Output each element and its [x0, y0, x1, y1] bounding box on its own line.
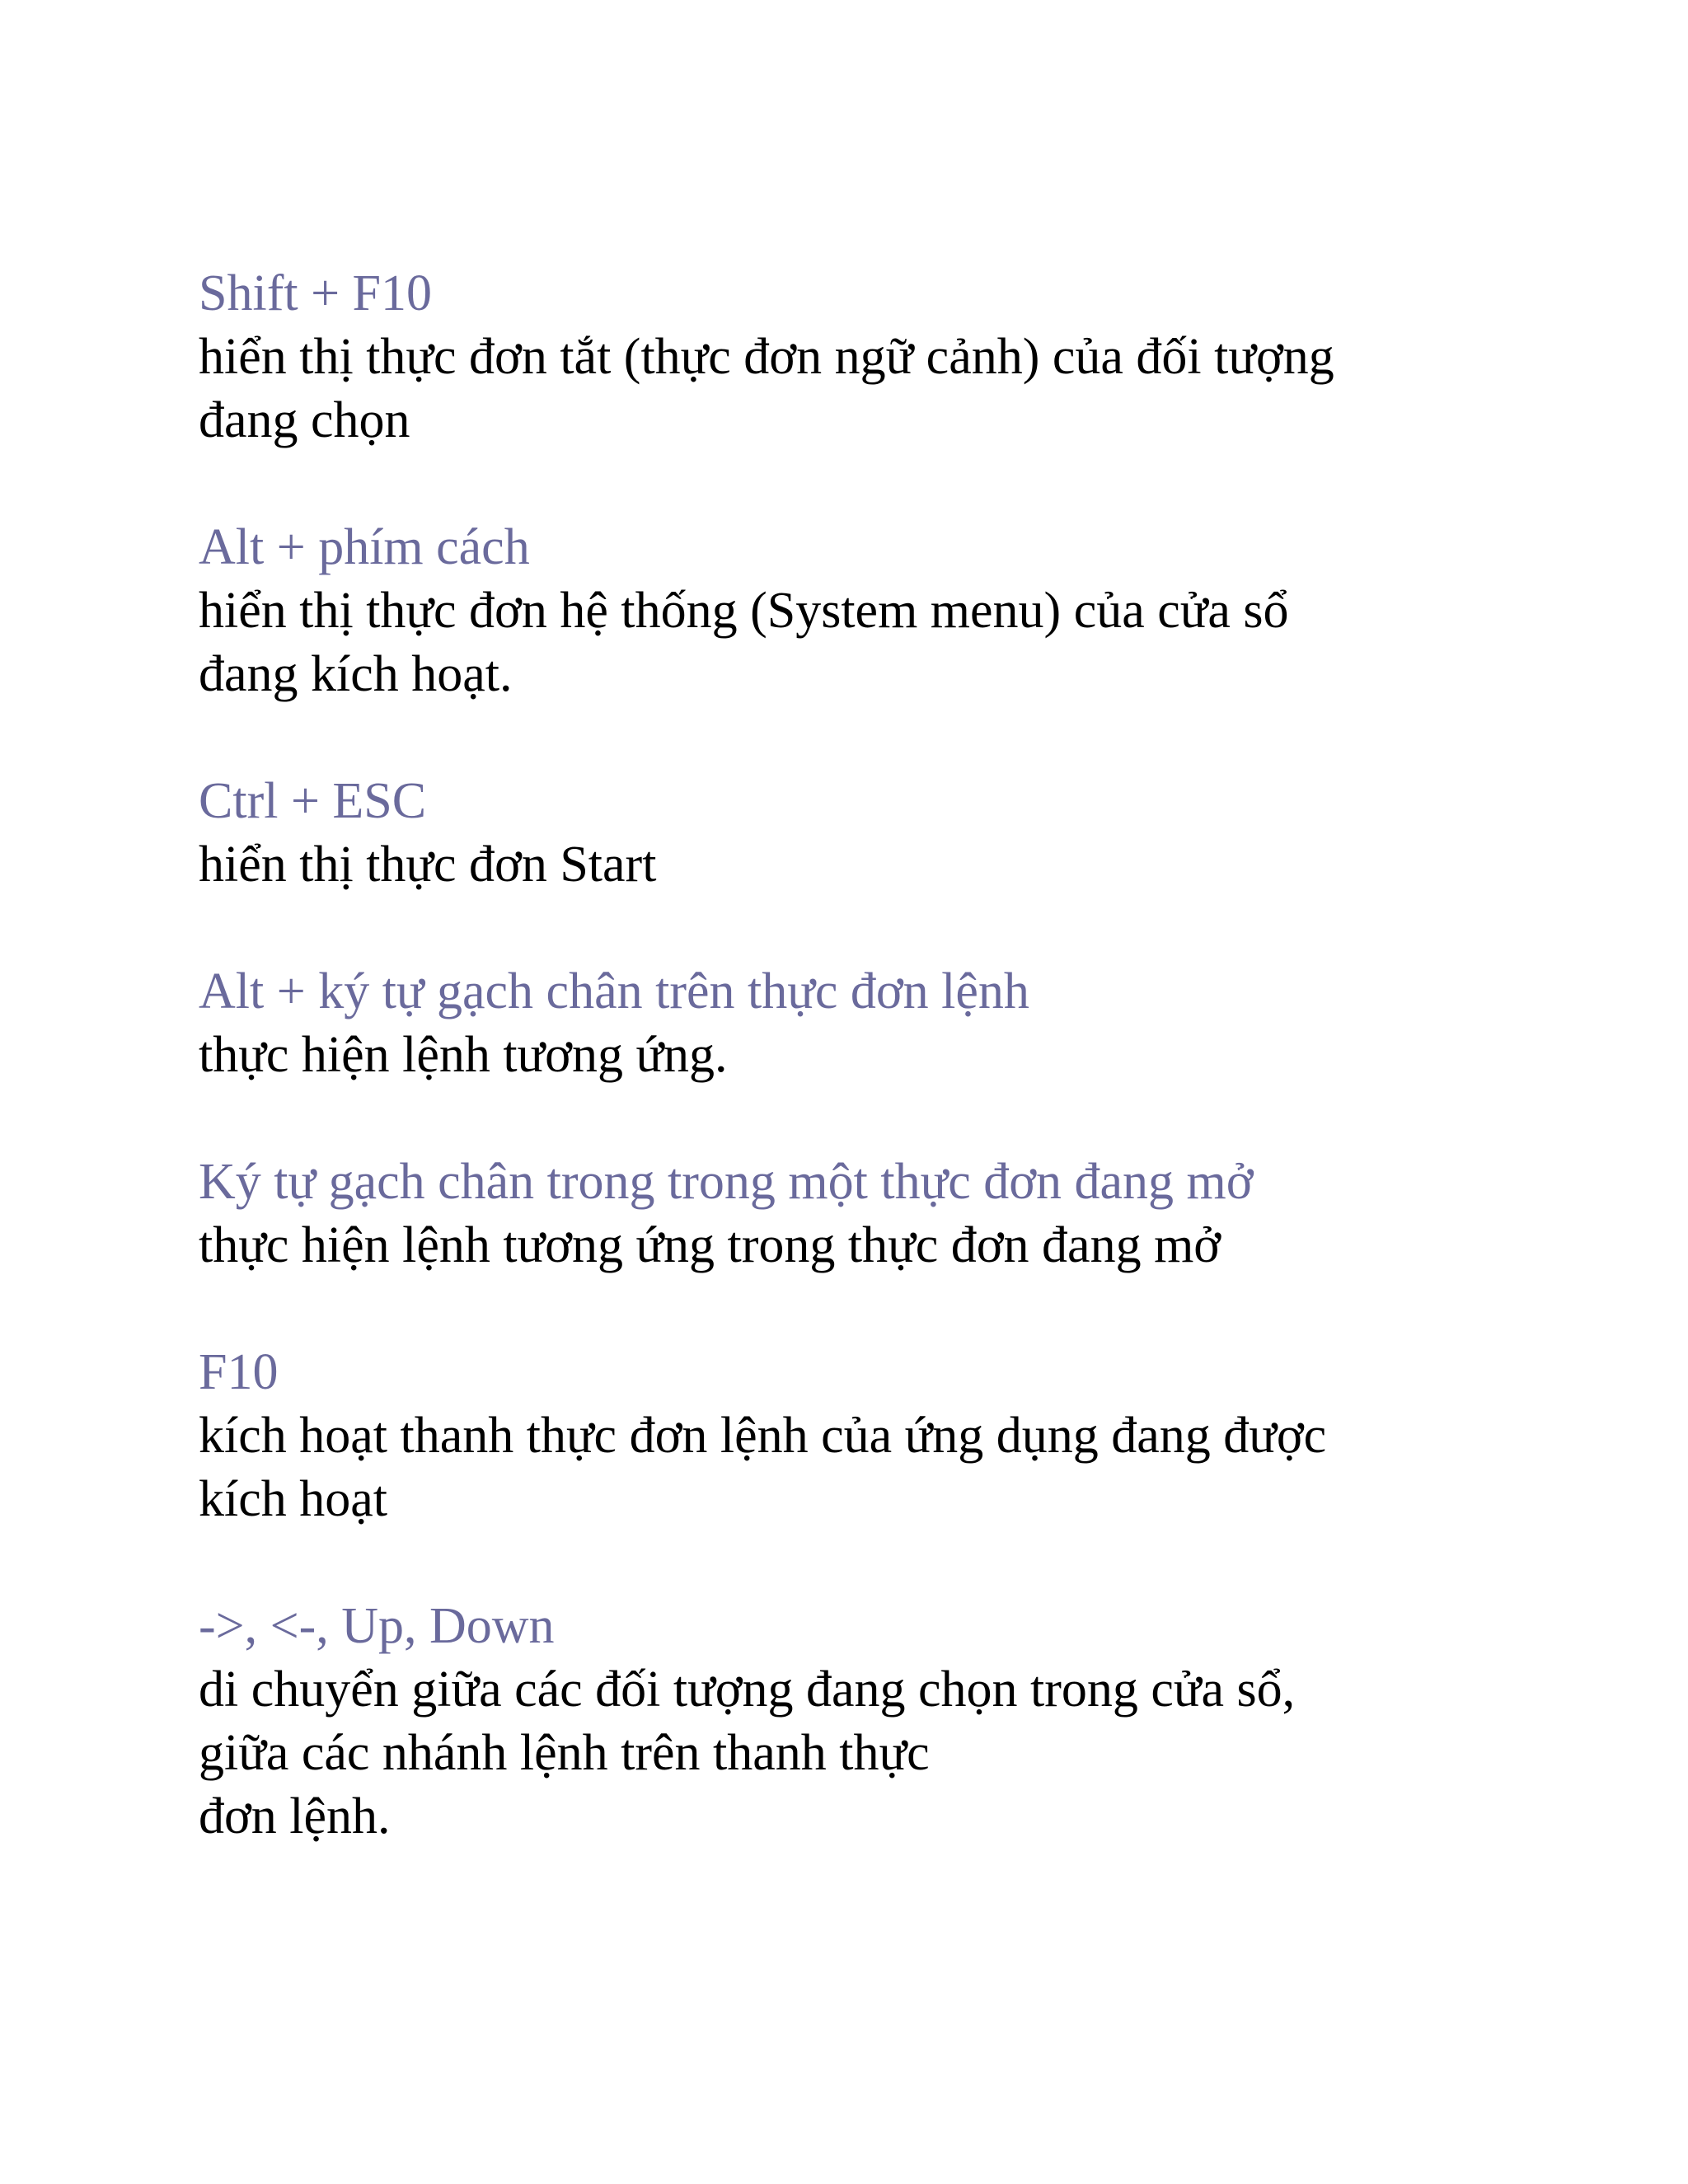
description-line: di chuyển giữa các đối tượng đang chọn trong cửa sổ, [199, 1661, 1296, 1718]
description-line: thực hiện lệnh tương ứng trong thực đơn đang mở [199, 1217, 1221, 1273]
description-line: kích hoạt thanh thực đơn lệnh của ứng dụng đang được [199, 1408, 1327, 1464]
shortcut-description [199, 833, 1550, 897]
shortcut-description [199, 1024, 1550, 1087]
description-line: hiển thị thực đơn tắt (thực đơn ngữ cảnh) của đối tượng [199, 329, 1334, 385]
shortcut-description [199, 1214, 1550, 1277]
shortcut-entry [199, 960, 1550, 1087]
shortcut-description [199, 1658, 1550, 1849]
description-line: đơn lệnh. [199, 1788, 391, 1844]
shortcut-key: Alt + phím cách [199, 519, 530, 575]
shortcut-description [199, 1404, 1550, 1531]
description-line: thực hiện lệnh tương ứng. [199, 1027, 728, 1083]
shortcut-key: Ký tự gạch chân trong trong một thực đơn đang mở [199, 1154, 1254, 1210]
description-line: đang chọn [199, 392, 410, 448]
shortcut-entry [199, 1341, 1550, 1531]
shortcut-entry [199, 1151, 1550, 1277]
shortcut-description [199, 579, 1550, 706]
shortcut-entry [199, 770, 1550, 897]
description-line: kích hoạt [199, 1471, 387, 1527]
shortcut-description [199, 326, 1550, 452]
shortcut-entry [199, 1595, 1550, 1849]
shortcut-key: Shift + F10 [199, 265, 433, 321]
document-page [199, 262, 1550, 1912]
description-line: giữa các nhánh lệnh trên thanh thực [199, 1725, 930, 1781]
description-line: hiển thị thực đơn Start [199, 837, 657, 893]
shortcut-key: ->, <-, Up, Down [199, 1598, 555, 1654]
shortcut-key: Alt + ký tự gạch chân trên thực đơn lệnh [199, 963, 1029, 1019]
shortcut-entry [199, 262, 1550, 452]
description-line: đang kích hoạt. [199, 646, 513, 702]
description-line: hiển thị thực đơn hệ thống (System menu) của cửa sổ [199, 583, 1289, 639]
shortcut-key: F10 [199, 1344, 279, 1400]
shortcut-entry [199, 516, 1550, 706]
shortcut-key: Ctrl + ESC [199, 773, 427, 829]
